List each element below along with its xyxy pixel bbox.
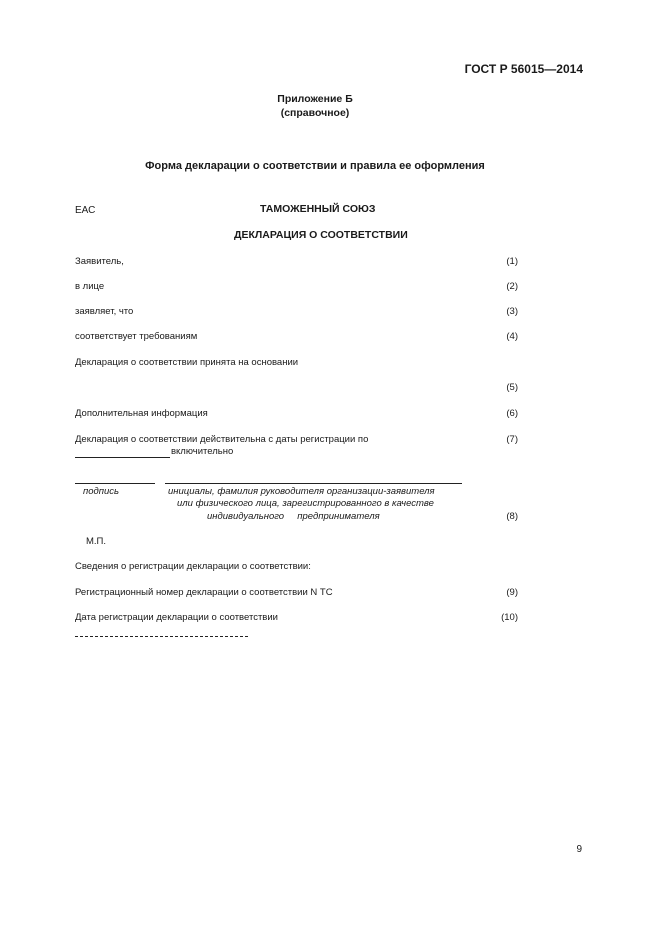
page-number: 9 (576, 844, 582, 855)
annex-title: Приложение Б (277, 93, 353, 105)
validity-date-line (75, 457, 170, 458)
registration-title: Сведения о регистрации декларации о соответствии: (75, 561, 311, 572)
field-number: (10) (501, 612, 518, 623)
field-number: (1) (506, 256, 518, 267)
stamp-label: М.П. (86, 536, 107, 547)
customs-union-title: ТАМОЖЕННЫЙ СОЮЗ (260, 203, 376, 215)
signature-caption: подпись (83, 486, 120, 497)
name-caption-1: инициалы, фамилия руководителя организации-заявителя (168, 486, 435, 497)
basis-label: Декларация о соответствии принята на основании (75, 357, 299, 368)
declares-label: заявляет, что (75, 306, 134, 317)
annex-block (0, 92, 630, 120)
field-number: (2) (506, 281, 518, 292)
name-caption-2: или физического лица, зарегистрированного в качестве (177, 498, 434, 509)
field-number: (4) (506, 331, 518, 342)
requirements-label: соответствует требованиям (75, 331, 198, 342)
registration-date-label: Дата регистрации декларации о соответствии (75, 612, 278, 623)
declaration-title: ДЕКЛАРАЦИЯ О СООТВЕТСТВИИ (234, 229, 408, 241)
field-number: (9) (506, 587, 518, 598)
field-number: (7) (506, 434, 518, 445)
registration-number-label: Регистрационный номер декларации о соответствии N ТС (75, 587, 333, 598)
representative-label: в лице (75, 281, 105, 292)
inclusive-label: включительно (171, 446, 234, 457)
field-number: (5) (506, 382, 518, 393)
validity-label: Декларация о соответствии действительна с даты регистрации по (75, 434, 369, 445)
eac-mark: ЕАС (75, 205, 96, 216)
standard-designation: ГОСТ Р 56015—2014 (464, 62, 583, 76)
field-number: (8) (506, 511, 518, 522)
name-caption-3: индивидуального предпринимателя (207, 511, 380, 522)
signature-line (75, 483, 155, 484)
field-number: (3) (506, 306, 518, 317)
section-heading: Форма декларации о соответствии и правила ее оформления (145, 160, 485, 172)
additional-info-label: Дополнительная информация (75, 408, 208, 419)
annex-subtitle: (справочное) (280, 107, 350, 119)
registration-date-line (75, 636, 248, 637)
field-number: (6) (506, 408, 518, 419)
applicant-label: Заявитель, (75, 256, 124, 267)
name-line (165, 483, 462, 484)
